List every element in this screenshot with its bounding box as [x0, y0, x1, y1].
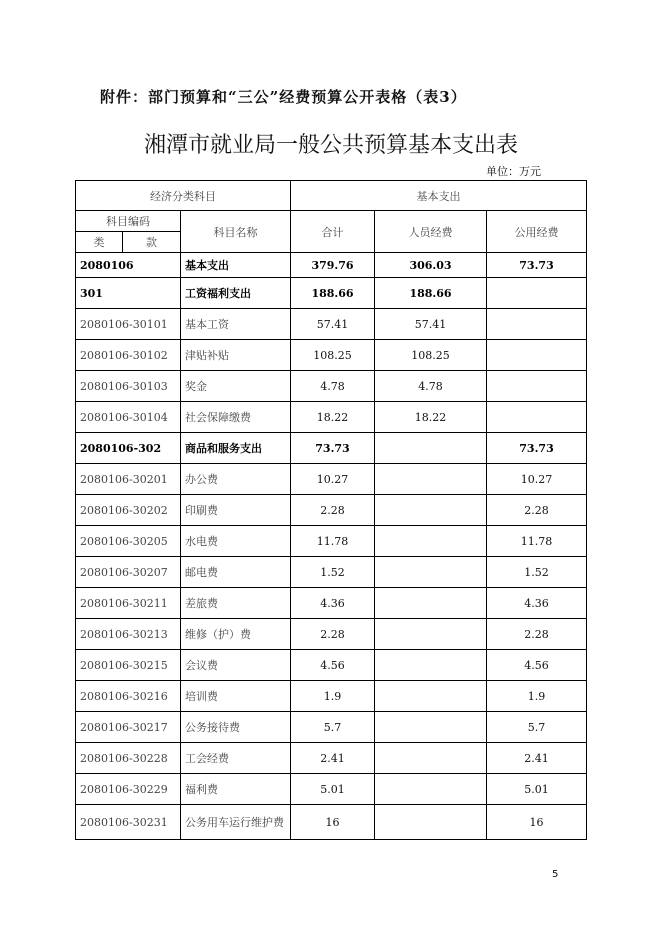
row-public: 4.56	[487, 650, 587, 681]
header-public: 公用经费	[487, 211, 587, 253]
row-personnel	[375, 712, 487, 743]
row-personnel	[375, 464, 487, 495]
row-total: 2.28	[291, 619, 375, 650]
row-name: 基本工资	[181, 309, 291, 340]
row-code: 2080106-30215	[76, 650, 181, 681]
row-total: 73.73	[291, 433, 375, 464]
header-subject-code: 科目编码	[76, 211, 181, 232]
row-total: 379.76	[291, 253, 375, 278]
row-code: 301	[76, 278, 181, 309]
row-public: 1.9	[487, 681, 587, 712]
row-name: 社会保障缴费	[181, 402, 291, 433]
row-total: 2.41	[291, 743, 375, 774]
row-personnel	[375, 557, 487, 588]
row-personnel	[375, 588, 487, 619]
row-total: 4.36	[291, 588, 375, 619]
row-name: 培训费	[181, 681, 291, 712]
table-row	[76, 526, 587, 557]
row-personnel	[375, 743, 487, 774]
row-total: 57.41	[291, 309, 375, 340]
row-personnel: 18.22	[375, 402, 487, 433]
page-title: 湘潭市就业局一般公共预算基本支出表	[143, 133, 518, 158]
row-name: 水电费	[181, 526, 291, 557]
row-total: 188.66	[291, 278, 375, 309]
table-row	[76, 588, 587, 619]
row-code: 2080106-30229	[76, 774, 181, 805]
header-total: 合计	[291, 211, 375, 253]
row-personnel: 4.78	[375, 371, 487, 402]
table-row	[76, 433, 587, 464]
row-personnel: 57.41	[375, 309, 487, 340]
attachment-heading: 附件：部门预算和“三公”经费预算公开表格（表3）	[100, 88, 467, 106]
row-public	[487, 340, 587, 371]
row-code: 2080106-30231	[76, 805, 181, 840]
row-personnel	[375, 433, 487, 464]
table-row	[76, 309, 587, 340]
table-row	[76, 805, 587, 840]
row-public: 4.36	[487, 588, 587, 619]
row-code: 2080106	[76, 253, 181, 278]
header-lei: 类	[76, 232, 123, 253]
header-personnel: 人员经费	[375, 211, 487, 253]
row-name: 维修（护）费	[181, 619, 291, 650]
row-name: 福利费	[181, 774, 291, 805]
table-row	[76, 743, 587, 774]
row-public: 5.7	[487, 712, 587, 743]
row-name: 差旅费	[181, 588, 291, 619]
row-name: 印刷费	[181, 495, 291, 526]
table-row	[76, 712, 587, 743]
row-public: 10.27	[487, 464, 587, 495]
row-name: 会议费	[181, 650, 291, 681]
row-personnel	[375, 774, 487, 805]
table-row	[76, 495, 587, 526]
row-total: 1.52	[291, 557, 375, 588]
row-public	[487, 278, 587, 309]
unit-label: 单位：万元	[486, 165, 541, 178]
row-total: 108.25	[291, 340, 375, 371]
table-row	[76, 774, 587, 805]
header-row-2	[76, 211, 587, 232]
row-code: 2080106-30217	[76, 712, 181, 743]
row-personnel	[375, 495, 487, 526]
row-total: 4.78	[291, 371, 375, 402]
table-row	[76, 619, 587, 650]
table-row	[76, 402, 587, 433]
header-kuan: 款	[123, 232, 181, 253]
row-code: 2080106-30228	[76, 743, 181, 774]
row-personnel	[375, 805, 487, 840]
row-public: 5.01	[487, 774, 587, 805]
row-name: 津贴补贴	[181, 340, 291, 371]
row-total: 5.01	[291, 774, 375, 805]
row-personnel: 306.03	[375, 253, 487, 278]
row-name: 公务接待费	[181, 712, 291, 743]
budget-table	[75, 180, 587, 840]
row-public: 16	[487, 805, 587, 840]
row-public	[487, 371, 587, 402]
row-name: 工资福利支出	[181, 278, 291, 309]
row-code: 2080106-30216	[76, 681, 181, 712]
row-code: 2080106-30101	[76, 309, 181, 340]
row-total: 4.56	[291, 650, 375, 681]
row-total: 10.27	[291, 464, 375, 495]
header-row-1	[76, 181, 587, 211]
row-personnel	[375, 650, 487, 681]
row-name: 奖金	[181, 371, 291, 402]
row-name: 工会经费	[181, 743, 291, 774]
table-row	[76, 340, 587, 371]
row-public: 73.73	[487, 433, 587, 464]
row-public: 73.73	[487, 253, 587, 278]
row-code: 2080106-30207	[76, 557, 181, 588]
row-name: 商品和服务支出	[181, 433, 291, 464]
row-code: 2080106-30103	[76, 371, 181, 402]
row-total: 11.78	[291, 526, 375, 557]
row-total: 2.28	[291, 495, 375, 526]
row-name: 公务用车运行维护费	[181, 805, 291, 840]
row-code: 2080106-30104	[76, 402, 181, 433]
page-number: 5	[552, 869, 559, 880]
row-personnel	[375, 526, 487, 557]
table-row	[76, 464, 587, 495]
row-total: 5.7	[291, 712, 375, 743]
row-personnel	[375, 619, 487, 650]
row-total: 16	[291, 805, 375, 840]
row-personnel: 188.66	[375, 278, 487, 309]
row-public	[487, 402, 587, 433]
row-code: 2080106-30213	[76, 619, 181, 650]
table-row	[76, 371, 587, 402]
row-public	[487, 309, 587, 340]
table-row	[76, 278, 587, 309]
row-name: 办公费	[181, 464, 291, 495]
row-public: 2.28	[487, 495, 587, 526]
row-personnel	[375, 681, 487, 712]
row-public: 1.52	[487, 557, 587, 588]
row-code: 2080106-302	[76, 433, 181, 464]
table-row	[76, 557, 587, 588]
row-total: 1.9	[291, 681, 375, 712]
row-personnel: 108.25	[375, 340, 487, 371]
header-subject-name: 科目名称	[181, 211, 291, 253]
row-public: 11.78	[487, 526, 587, 557]
header-basic-exp: 基本支出	[291, 181, 587, 211]
header-econ-class: 经济分类科目	[76, 181, 291, 211]
row-code: 2080106-30201	[76, 464, 181, 495]
row-code: 2080106-30202	[76, 495, 181, 526]
row-total: 18.22	[291, 402, 375, 433]
row-code: 2080106-30102	[76, 340, 181, 371]
row-public: 2.41	[487, 743, 587, 774]
row-code: 2080106-30211	[76, 588, 181, 619]
row-code: 2080106-30205	[76, 526, 181, 557]
row-name: 邮电费	[181, 557, 291, 588]
table-row	[76, 253, 587, 278]
row-name: 基本支出	[181, 253, 291, 278]
table-row	[76, 650, 587, 681]
row-public: 2.28	[487, 619, 587, 650]
table-row	[76, 681, 587, 712]
